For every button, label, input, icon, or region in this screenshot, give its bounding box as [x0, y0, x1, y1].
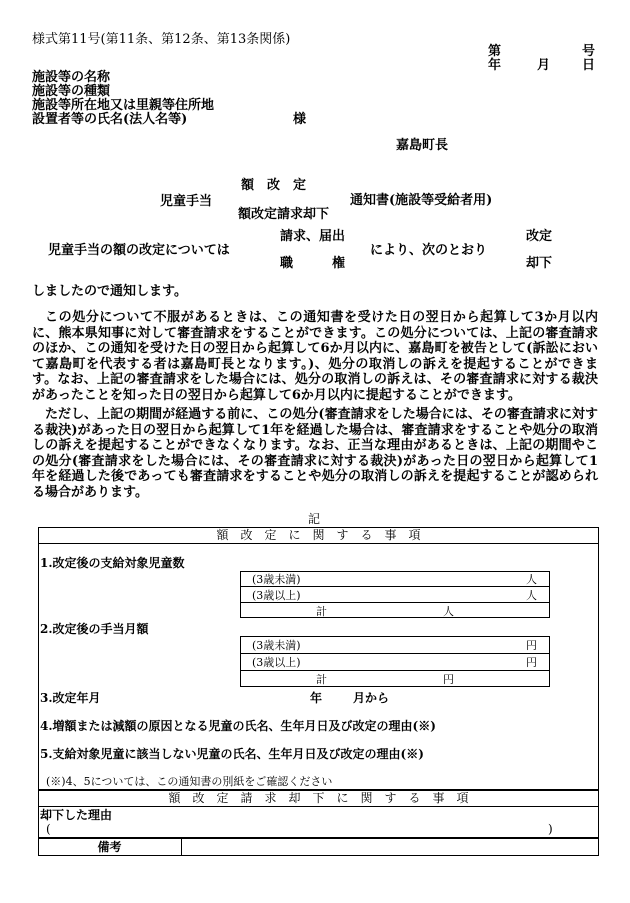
allowance-total-unit: 円	[443, 673, 454, 686]
child-count-over3-unit: 人	[526, 589, 537, 602]
intro-option1-bottom: 職 権	[280, 256, 346, 271]
issuer: 嘉島町長	[396, 138, 449, 153]
doc-number-go: 号	[582, 44, 596, 59]
intro-lead: 児童手当の額の改定については	[48, 243, 230, 258]
rejection-paren-open: (	[46, 822, 51, 836]
child-count-under3-unit: 人	[526, 573, 537, 586]
date-nen: 年	[488, 58, 502, 73]
title-left: 児童手当	[160, 194, 213, 209]
intro-tail: しましたので通知します。	[32, 284, 187, 299]
item3-label: 3.改定年月	[40, 691, 101, 705]
item5-label: 5.支給対象児童に該当しない児童の氏名、生年月日及び改定の理由(※)	[40, 747, 424, 761]
allowance-total: 計	[316, 673, 327, 686]
item4-label: 4.増額または減額の原因となる児童の氏名、生年月日及び改定の理由(※)	[40, 719, 436, 733]
addressee-type: 施設等の種類	[32, 84, 111, 99]
addressee-founder: 設置者等の氏名(法人名等)	[32, 112, 188, 127]
allowance-under3-unit: 円	[526, 639, 537, 652]
form-number: 様式第11号(第11条、第12条、第13条関係)	[32, 32, 291, 47]
notice-paragraph-2: ただし、上記の期間が経過する前に、この処分(審査請求をした場合には、その審査請求に対する裁決)があった日の翌日から起算して1年を経過した場合は、審査請求をすることや処分の取消しの訴えを提起することができなくなります。なお、正当な理由があるときは、上記の期間やこの処分(審査請求をした場合には、その審査請求に対する裁決)があった日の翌日から起算して1年を経過した後であっても審査請求をすることや処分の取消しの訴えを提起することが認められる場合があります。	[32, 407, 598, 500]
child-count-total: 計	[316, 605, 327, 618]
intro-option2-top: 改定	[526, 229, 553, 244]
item2-label: 2.改定後の手当月額	[40, 622, 149, 636]
allowance-over3: (3歳以上)	[252, 656, 301, 669]
child-count-under3: (3歳未満)	[252, 573, 301, 586]
revision-note: (※)4、5については、この通知書の別紙をご確認ください	[46, 775, 333, 788]
date-tsuki: 月	[537, 58, 551, 73]
child-count-total-unit: 人	[443, 605, 454, 618]
intro-mid: により、次のとおり	[370, 243, 488, 258]
ki-heading: 記	[308, 512, 321, 526]
allowance-under3: (3歳未満)	[252, 639, 301, 652]
doc-number-dai: 第	[488, 44, 502, 59]
title-right: 通知書(施設等受給者用)	[350, 193, 493, 208]
revision-header: 額 改 定 に 関 す る 事 項	[216, 528, 421, 542]
intro-option1-top: 請求、届出	[280, 229, 346, 244]
child-count-over3: (3歳以上)	[252, 589, 301, 602]
date-hi: 日	[582, 58, 596, 73]
intro-option2-bottom: 却下	[526, 256, 553, 271]
rejection-paren-close: )	[548, 822, 553, 836]
item3-tsuki-kara: 月から	[353, 691, 390, 705]
addressee-address: 施設等所在地又は里親等住所地	[32, 98, 215, 113]
item1-label: 1.改定後の支給対象児童数	[40, 556, 185, 570]
item3-nen: 年	[310, 691, 323, 705]
addressee-name: 施設等の名称	[32, 70, 111, 85]
rejection-header: 額 改 定 請 求 却 下 に 関 す る 事 項	[168, 791, 469, 805]
addressee-sama: 様	[293, 112, 307, 127]
rejection-reason-label: 却下した理由	[40, 808, 113, 822]
title-bottom: 額改定請求却下	[238, 207, 330, 222]
remarks-label: 備考	[97, 840, 122, 854]
allowance-over3-unit: 円	[526, 656, 537, 669]
title-top: 額 改 定	[241, 178, 307, 193]
notice-paragraph-1: この処分について不服があるときは、この通知書を受けた日の翌日から起算して3か月以内に、熊本県知事に対して審査請求をすることができます。この処分については、上記の審査請求のほか、この通知を受けた日の翌日から起算して6か月以内に、嘉島町を被告として(訴訟において嘉島町を代表する者は嘉島町長となります。)、処分の取消しの訴えを提起することができます。なお、上記の審査請求をした場合には、処分の取消しの訴えは、その審査請求に対する裁決があったことを知った日の翌日から起算して6か月以内に提起することができます。	[32, 310, 598, 403]
